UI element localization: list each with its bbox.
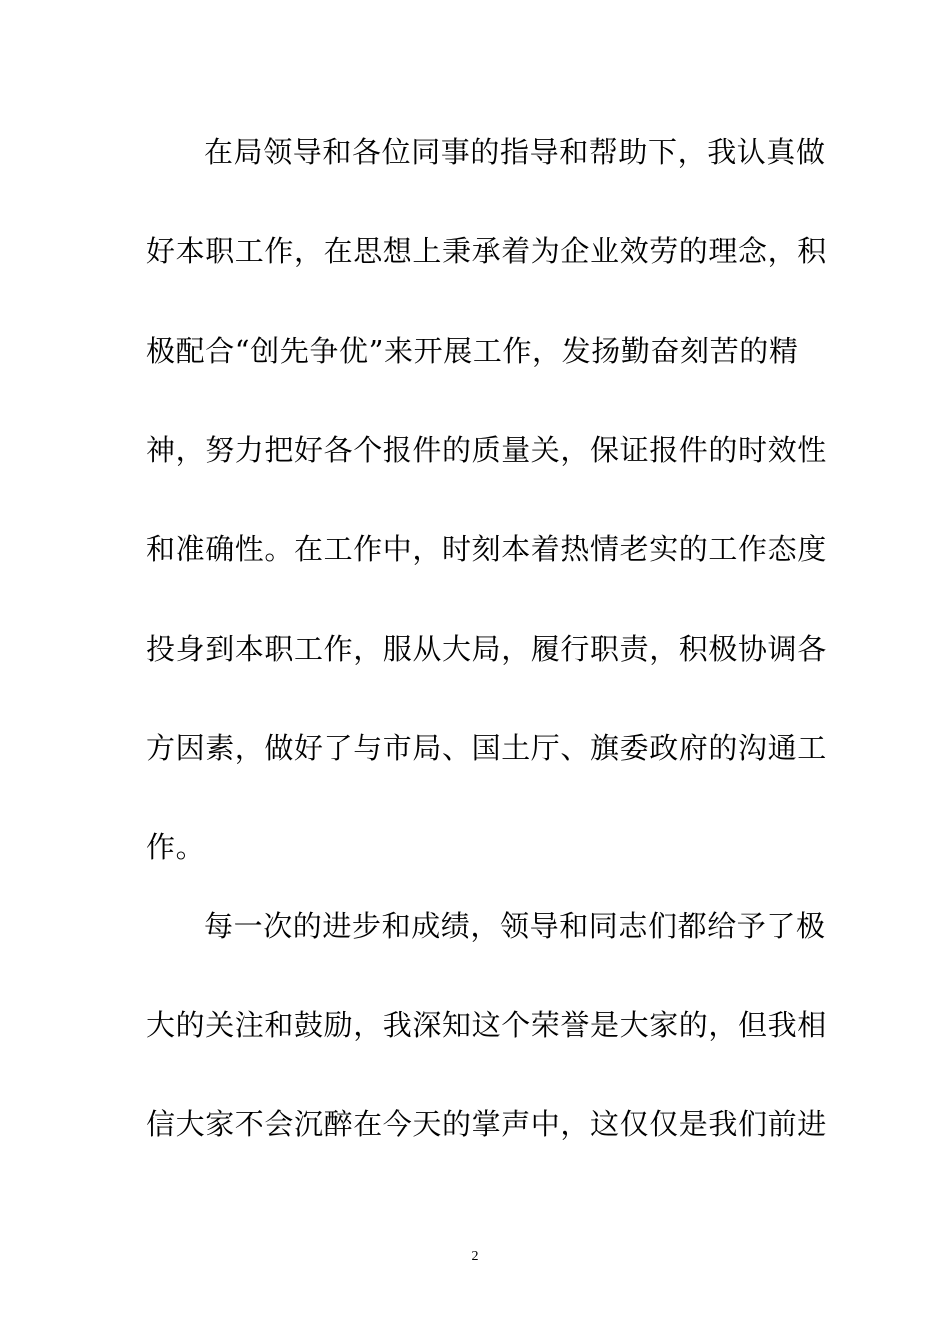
paragraph-line: 神，努力把好各个报件的质量关，保证报件的时效性 <box>146 433 827 467</box>
paragraph-line: 投身到本职工作，服从大局，履行职责，积极协调各 <box>146 632 827 666</box>
paragraph-line: 在局领导和各位同事的指导和帮助下，我认真做 <box>204 135 826 169</box>
paragraph-line: 方因素，做好了与市局、国土厅、旗委政府的沟通工 <box>146 731 827 765</box>
paragraph-line: 作。 <box>146 830 206 864</box>
paragraph-line: 每一次的进步和成绩，领导和同志们都给予了极 <box>204 909 826 943</box>
paragraph-line: 信大家不会沉醉在今天的掌声中，这仅仅是我们前进 <box>146 1107 827 1141</box>
paragraph-line: 大的关注和鼓励，我深知这个荣誉是大家的，但我相 <box>146 1008 827 1042</box>
page-number: 2 <box>471 1249 479 1264</box>
paragraph-line: 和准确性。在工作中，时刻本着热情老实的工作态度 <box>146 532 827 566</box>
paragraph-line: 好本职工作，在思想上秉承着为企业效劳的理念，积 <box>146 234 827 268</box>
paragraph-line: 极配合“创先争优”来开展工作，发扬勤奋刻苦的精 <box>146 334 799 368</box>
